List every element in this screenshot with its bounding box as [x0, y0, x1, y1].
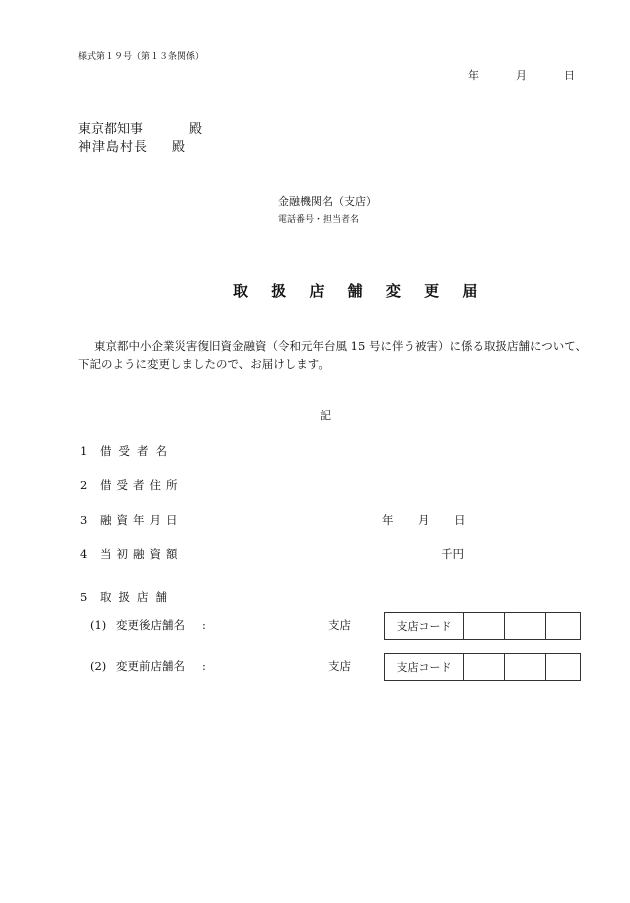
body-text-line-2: 下記のように変更しましたので、お届けします。	[78, 357, 330, 371]
loan-date-fields	[382, 512, 466, 528]
item-number: 4	[80, 547, 88, 561]
ki-heading: 記	[320, 409, 331, 422]
store-after-row	[90, 617, 206, 633]
store-colon: :	[202, 659, 206, 673]
addressee-suffix: 殿	[172, 140, 186, 155]
branch-suffix: 支店	[328, 659, 351, 673]
branch-code-cell[interactable]	[505, 613, 546, 639]
day-label: 日	[454, 513, 466, 527]
store-number: (1)	[90, 618, 107, 632]
addressee-name: 東京都知事	[78, 122, 144, 137]
month-label: 月	[418, 513, 430, 527]
branch-code-label: 支店コード	[385, 654, 464, 680]
item-label: 借受者住所	[100, 478, 183, 492]
store-label: 変更前店舗名	[116, 659, 185, 673]
item-number: 1	[80, 444, 88, 458]
store-label: 変更後店舗名	[116, 618, 185, 632]
branch-suffix: 支店	[328, 618, 351, 632]
store-colon: :	[202, 618, 206, 632]
branch-code-box	[384, 612, 581, 640]
year-label: 年	[382, 513, 394, 527]
branch-code-cell[interactable]	[464, 654, 505, 680]
item-label: 取扱店舗	[100, 590, 174, 604]
addressee-village-head	[78, 136, 185, 155]
item-initial-loan-amount	[80, 546, 183, 562]
document-title: 取 扱 店 舗 変 更 届	[233, 282, 487, 300]
day-label: 日	[564, 69, 575, 82]
bank-name-field: 金融機関名（支店）	[278, 195, 377, 208]
item-number: 3	[80, 513, 88, 527]
item-label: 借受者名	[100, 444, 174, 458]
store-number: (2)	[90, 659, 107, 673]
body-text-line-1: 東京都中小企業災害復旧資金融資（令和元年台風 15 号に伴う被害）に係る取扱店舗について、	[94, 339, 587, 353]
item-loan-date	[80, 512, 183, 528]
item-label: 融資年月日	[100, 513, 183, 527]
month-label: 月	[516, 69, 527, 82]
branch-code-label: 支店コード	[385, 613, 464, 639]
branch-code-cell[interactable]	[505, 654, 546, 680]
store-before-row	[90, 658, 206, 674]
branch-code-cell[interactable]	[546, 613, 580, 639]
branch-code-box	[384, 653, 581, 681]
addressee-governor	[78, 118, 202, 137]
date-header	[468, 67, 575, 83]
item-borrower-name	[80, 443, 174, 459]
year-label: 年	[468, 69, 479, 82]
item-label: 当初融資額	[100, 547, 183, 561]
form-number: 様式第１９号（第１３条関係）	[78, 52, 205, 62]
branch-code-cell[interactable]	[464, 613, 505, 639]
branch-code-cell[interactable]	[546, 654, 580, 680]
item-number: 2	[80, 478, 88, 492]
contact-field: 電話番号・担当者名	[278, 215, 360, 225]
item-number: 5	[80, 590, 88, 604]
addressee-name: 神津島村長	[78, 140, 149, 155]
amount-unit: 千円	[441, 547, 464, 561]
item-handling-store	[80, 589, 174, 605]
item-borrower-address	[80, 477, 183, 493]
addressee-suffix: 殿	[189, 122, 203, 137]
